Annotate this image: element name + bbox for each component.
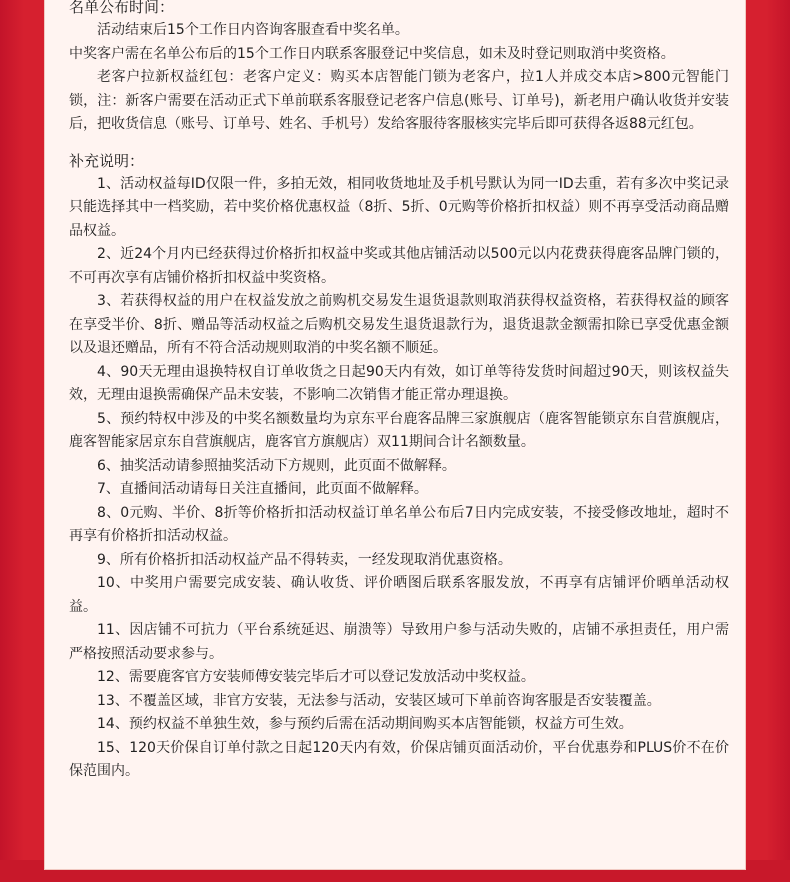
rule-item-10: 10、中奖用户需要完成安装、确认收货、评价晒图后联系客服发放，不再享有店铺评价晒单活动权益。 (69, 575, 729, 615)
rule-item-8: 8、0元购、半价、8折等价格折扣活动权益订单名单公布后7日内完成安装，不接受修改地址，超时不再享有价格折扣活动权益。 (69, 504, 729, 544)
section-gap (69, 137, 729, 149)
old-customer-paragraph: 老客户拉新权益红包：老客户定义：购买本店智能门锁为老客户，拉1人并成交本店>800元智能门锁，注：新客户需要在活动正式下单前联系客服登记老客户信息(账号、订单号)，新老用户确认收货并安装后，把收货信息（账号、订单号、姓名、手机号）发给客服待客服核实完毕后即可获得各返88元红包。 (69, 69, 729, 132)
rule-item-13: 13、不覆盖区域，非官方安装，无法参与活动，安装区域可下单前咨询客服是否安装覆盖。 (97, 692, 661, 709)
rule-item-3: 3、若获得权益的用户在权益发放之前购机交易发生退货退款则取消获得权益资格，若获得权益的顾客在享受半价、8折、赠品等活动权益之后购机交易发生退货退款行为，退货退款金额需扣除已享受优惠金额以及退还赠品，所有不符合活动规则取消的中奖名额不顺延。 (69, 293, 729, 356)
rule-item-4: 4、90天无理由退换特权自订单收货之日起90天内有效，如订单等待发货时间超过90天，则该权益失效，无理由退换需确保产品未安装，不影响二次销售才能正常办理退换。 (69, 363, 729, 403)
rule-item-15: 15、120天价保自订单付款之日起120天内有效，价保店铺页面活动价，平台优惠券和PLUS价不在价保范围内。 (69, 739, 729, 779)
rule-item-5: 5、预约特权中涉及的中奖名额数量均为京东平台鹿客品牌三家旗舰店（鹿客智能锁京东自营旗舰店，鹿客智能家居京东自营旗舰店，鹿客官方旗舰店）双11期间合计名额数量。 (69, 410, 729, 450)
rules-card (44, 0, 746, 870)
rule-item-1: 1、活动权益每ID仅限一件，多拍无效，相同收货地址及手机号默认为同一ID去重，若有多次中奖记录只能选择其中一档奖励，若中奖价格优惠权益（8折、5折、0元购等价格折扣权益）则不再享受活动商品赠品权益。 (69, 175, 729, 239)
rule-item-11: 11、因店铺不可抗力（平台系统延迟、崩溃等）导致用户参与活动失败的，店铺不承担责任，用户需严格按照活动要求参与。 (69, 622, 729, 662)
rule-item-6: 6、抽奖活动请参照抽奖活动下方规则，此页面不做解释。 (97, 457, 456, 474)
publish-time-heading: 名单公布时间： (69, 0, 175, 16)
publish-time-paragraph-1: 活动结束后15个工作日内咨询客服查看中奖名单。 (97, 22, 409, 38)
publish-time-paragraph-2: 中奖客户需在名单公布后的15个工作日内联系客服登记中奖信息，如未及时登记则取消中奖资格。 (69, 45, 675, 62)
supplement-heading: 补充说明： (69, 151, 145, 170)
rule-item-14: 14、预约权益不单独生效，参与预约后需在活动期间购买本店智能锁，权益方可生效。 (97, 716, 633, 732)
rules-content (69, 0, 729, 784)
rule-item-12: 12、需要鹿客官方安装师傅安装完毕后才可以登记发放活动中奖权益。 (97, 669, 535, 685)
rule-item-7: 7、直播间活动请每日关注直播间，此页面不做解释。 (97, 481, 428, 497)
rule-item-9: 9、所有价格折扣活动权益产品不得转卖，一经发现取消优惠资格。 (97, 551, 512, 568)
rule-item-2: 2、近24个月内已经获得过价格折扣权益中奖或其他店铺活动以500元以内花费获得鹿客品牌门锁的，不可再次享有店铺价格折扣权益中奖资格。 (69, 246, 729, 286)
